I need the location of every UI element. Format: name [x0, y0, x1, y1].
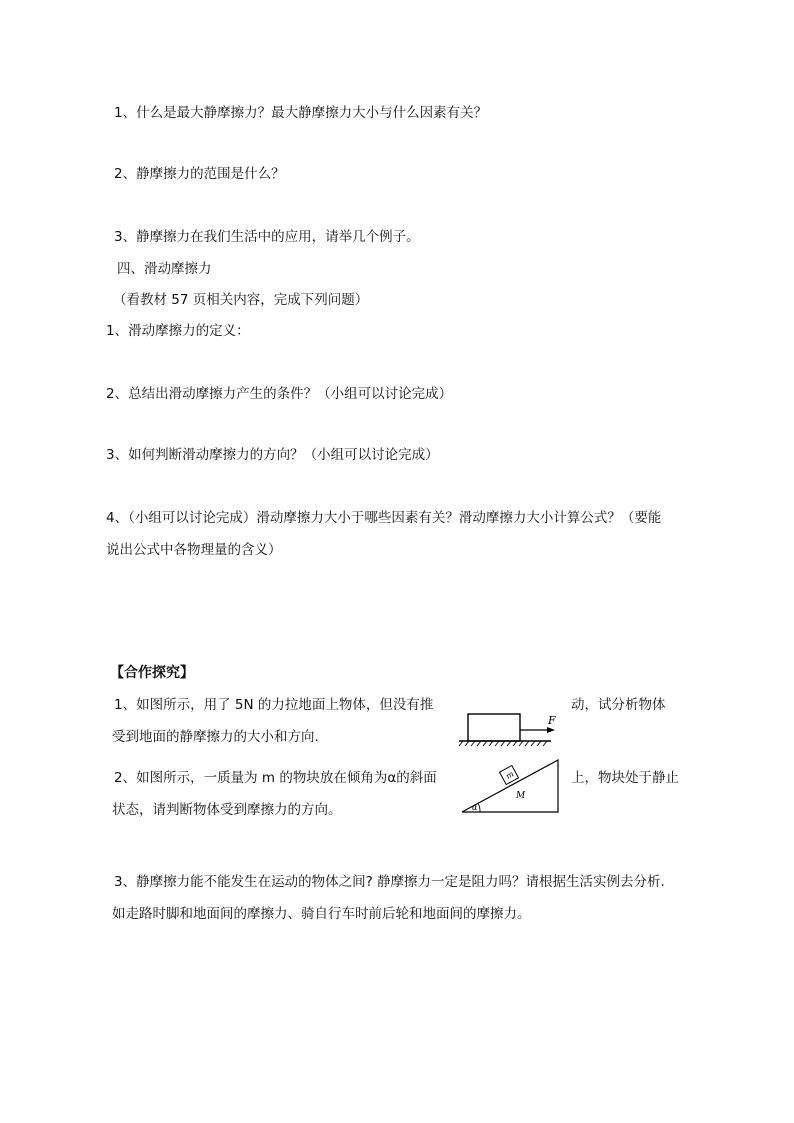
problem2-line2: 状态，请判断物体受到摩擦力的方向。	[112, 802, 342, 818]
angle-label: α	[472, 803, 478, 812]
question-sliding-conditions: 2、总结出滑动摩擦力产生的条件？（小组可以讨论完成）	[106, 386, 453, 402]
problem3-line1: 3、静摩擦力能不能发生在运动的物体之间? 静摩擦力一定是阻力吗？请根据生活实例去分析.	[114, 874, 665, 890]
question-sliding-magnitude-line1: 4、（小组可以讨论完成）滑动摩擦力大小于哪些因素有关？滑动摩擦力大小计算公式？（要能	[106, 510, 662, 526]
pull-block-figure	[455, 712, 570, 748]
problem1-line2: 受到地面的静摩擦力的大小和方向.	[112, 729, 319, 745]
block-shape	[468, 714, 520, 741]
angle-arc	[479, 804, 481, 812]
small-block	[500, 766, 519, 785]
force-arrowhead	[547, 727, 555, 733]
incline-label: M	[516, 791, 526, 801]
section-heading-sliding-friction: 四、滑动摩擦力	[117, 261, 212, 277]
question-static-friction-range: 2、静摩擦力的范围是什么？	[114, 166, 285, 182]
small-block-label: m	[504, 769, 516, 781]
question-max-static-friction: 1、什么是最大静摩擦力？最大静摩擦力大小与什么因素有关？	[114, 105, 488, 121]
question-sliding-magnitude-line2: 说出公式中各物理量的含义）	[106, 542, 282, 558]
force-label: F	[548, 714, 556, 727]
ground-hatching	[459, 741, 547, 746]
question-static-friction-applications: 3、静摩擦力在我们生活中的应用，请举几个例子。	[114, 229, 420, 245]
incline-figure	[458, 752, 570, 816]
problem2-line1-right: 上，物块处于静止	[571, 770, 679, 786]
problem3-line2: 如走路时脚和地面间的摩擦力、骑自行车时前后轮和地面间的摩擦力。	[112, 906, 531, 922]
textbook-note: （看教材 57 页相关内容，完成下列问题）	[113, 292, 369, 308]
cooperative-inquiry-heading: 【合作探究】	[110, 665, 194, 681]
question-sliding-direction: 3、如何判断滑动摩擦力的方向？（小组可以讨论完成）	[106, 447, 439, 463]
problem1-line1-right: 动，试分析物体	[571, 697, 666, 713]
question-sliding-definition: 1、滑动摩擦力的定义：	[106, 323, 250, 339]
problem1-line1-left: 1、如图所示，用了 5N 的力拉地面上物体，但没有推	[114, 697, 434, 713]
problem2-line1-left: 2、如图所示，一质量为 m 的物块放在倾角为α的斜面	[114, 770, 437, 786]
